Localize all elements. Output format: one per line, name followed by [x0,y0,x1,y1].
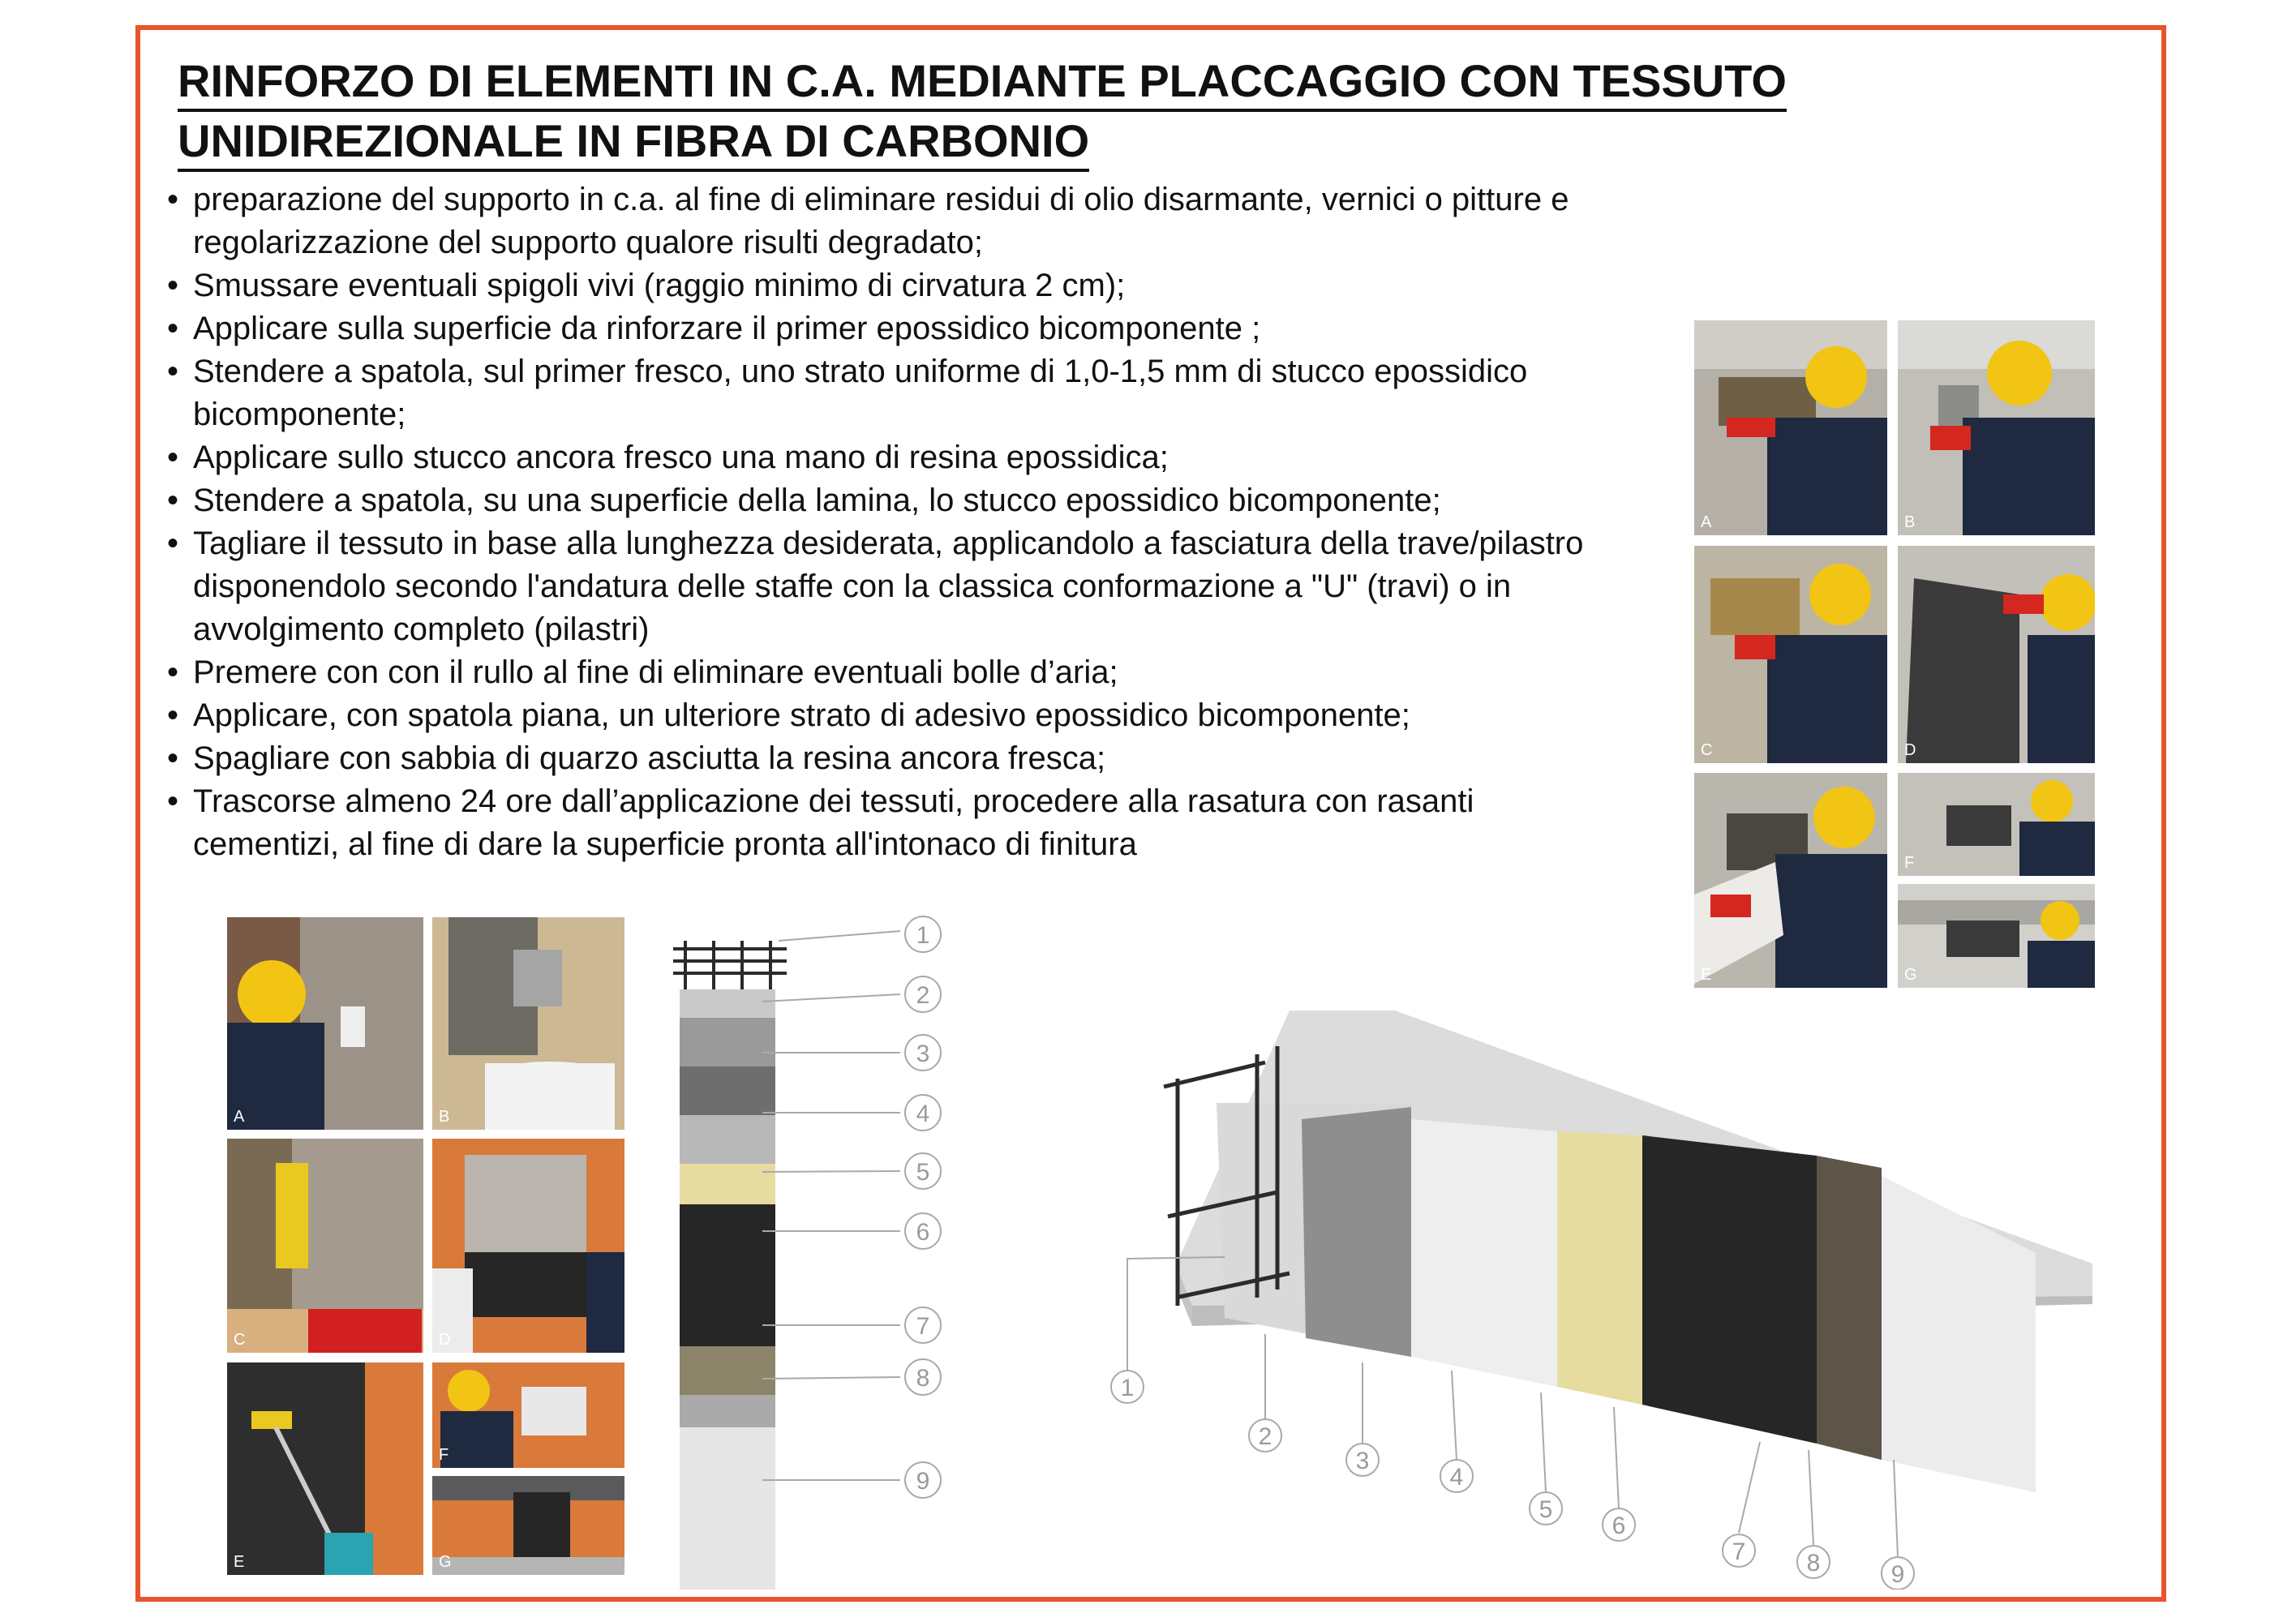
column-layer-concrete [680,1018,775,1066]
column-callout-2: 2 [916,982,930,1009]
beam-render [1882,1176,2036,1492]
column-photo-d: D [432,1139,624,1353]
beam-resin [1817,1156,1882,1460]
beam-photo-d: D [1898,546,2095,763]
beam-callout-9: 9 [1890,1561,1905,1588]
beam-photo-g: G [1898,884,2095,988]
column-photo-c: C [227,1139,423,1353]
beam-callout-2: 2 [1258,1423,1272,1450]
beam-callout-1: 1 [1120,1375,1135,1401]
column-layer-smoothing [680,1066,775,1115]
step-7: • Tagliare il tessuto in base alla lunghezza desiderata, applicandolo a fasciatura della trave/pilastro disponendolo secondo l'andatura delle staffe con la classica conformazione a "U" (travi) o in avvolgimento completo (pilastri) [167,526,1584,647]
procedure-steps-list [167,178,1692,866]
step-11: • Trascorse almeno 24 ore dall’applicazione dei tessuti, procedere alla rasatura con rasanti cementizi, al fine di dare la superficie pronta all'intonaco di finitura [167,783,1474,862]
page-title-line-2: UNIDIREZIONALE IN FIBRA DI CARBONIO [178,118,1089,172]
column-callout-7: 7 [916,1313,930,1340]
column-callout-9: 9 [916,1468,930,1495]
column-photo-g: G [432,1476,624,1575]
beam-photo-c: C [1694,546,1887,763]
column-callout-6: 6 [916,1219,930,1246]
step-3: • Applicare sulla superficie da rinforzare il primer epossidico bicomponente ; [167,311,1261,346]
step-6: • Stendere a spatola, su una superficie della lamina, lo stucco epossidico bicomponente; [167,483,1441,518]
column-photo-f: F [432,1362,624,1468]
column-layer-putty [680,1164,775,1204]
column-layer-carbon-fabric [680,1204,775,1346]
step-5: • Applicare sullo stucco ancora fresco una mano di resina epossidica; [167,440,1169,475]
column-photo-b: B [432,917,624,1130]
beam-callout-8: 8 [1806,1550,1821,1577]
beam-photo-f: F [1898,773,2095,876]
column-layer-render [680,1427,775,1590]
page-title-line-1: RINFORZO DI ELEMENTI IN C.A. MEDIANTE PLACCAGGIO CON TESSUTO [178,58,1787,112]
step-10: • Spagliare con sabbia di quarzo asciutta la resina ancora fresca; [167,740,1106,776]
column-photo-a: A [227,917,423,1130]
beam-photo-a: A [1694,320,1887,535]
column-layer-concrete-core [680,989,775,1018]
beam-callout-5: 5 [1539,1496,1553,1523]
step-1: • preparazione del supporto in c.a. al fine di eliminare residui di olio disarmante, vernici o pitture e regolarizzazione del supporto qualore risulti degradato; [167,182,1569,260]
step-9: • Applicare, con spatola piana, un ulteriore strato di adesivo epossidico bicomponente; [167,697,1410,733]
step-8: • Premere con con il rullo al fine di eliminare eventuali bolle d’aria; [167,654,1118,690]
column-layer-resin [680,1346,775,1395]
step-2: • Smussare eventuali spigoli vivi (raggio minimo di cirvatura 2 cm); [167,268,1126,303]
beam-callout-4: 4 [1449,1464,1464,1491]
beam-photo-b: B [1898,320,2095,535]
column-layer-quartz [680,1395,775,1427]
column-callout-1: 1 [916,922,930,949]
beam-primer [1411,1119,1557,1387]
beam-layer-diagram [1103,1006,2109,1590]
column-photo-e: E [227,1362,423,1575]
beam-callout-6: 6 [1611,1513,1626,1539]
column-callout-5: 5 [916,1159,930,1186]
beam-callout-3: 3 [1355,1448,1370,1474]
beam-carbon-fabric [1642,1135,1817,1444]
column-callout-8: 8 [916,1365,930,1392]
beam-callout-7: 7 [1732,1538,1746,1565]
beam-smoothing [1302,1107,1411,1357]
column-rebar [673,941,787,998]
column-layer-diagram [649,908,973,1590]
column-callout-3: 3 [916,1041,930,1067]
column-callout-4: 4 [916,1101,930,1127]
step-4: • Stendere a spatola, sul primer fresco, uno strato uniforme di 1,0-1,5 mm di stucco epossidico bicomponente; [167,354,1528,432]
column-layer-primer [680,1115,775,1164]
beam-photo-e: E [1694,773,1887,988]
beam-putty [1557,1131,1642,1405]
